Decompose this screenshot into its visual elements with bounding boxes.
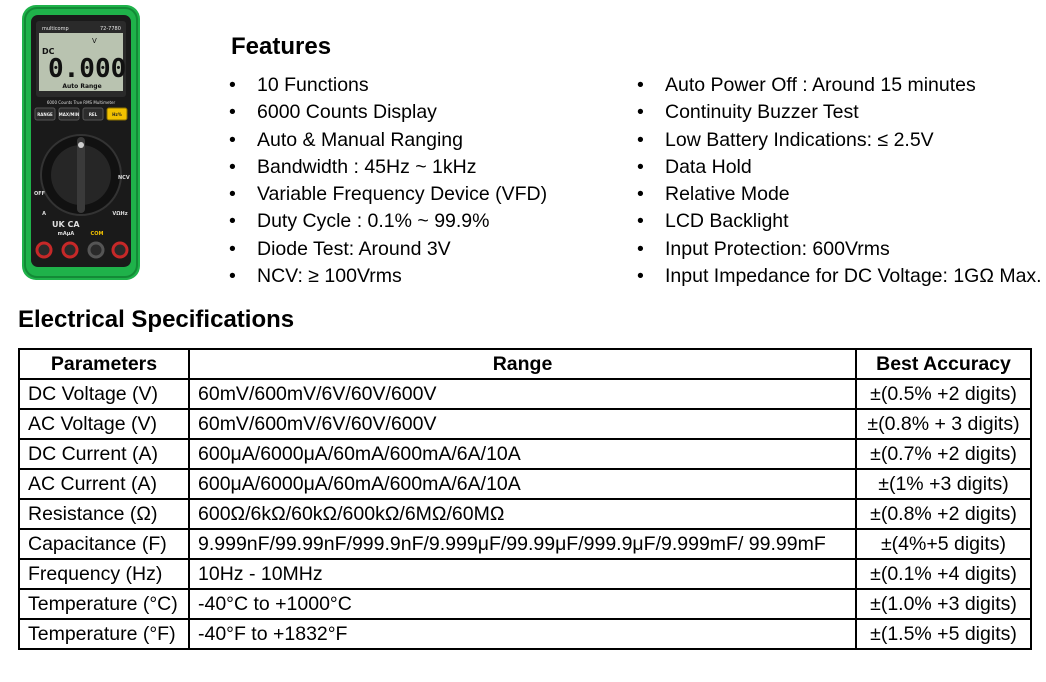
column-header-range: Range <box>189 349 856 379</box>
range-cell: 60mV/600mV/6V/60V/600V <box>189 379 856 409</box>
table-row <box>19 619 1031 649</box>
features-heading: Features <box>231 33 332 60</box>
svg-text:multicomp: multicomp <box>42 26 69 32</box>
feature-item: • Data Hold <box>637 154 1042 181</box>
meter-button-hz: Hz% <box>112 112 122 117</box>
electrical-specs-table <box>18 348 1032 650</box>
bullet-icon: • <box>229 74 236 96</box>
svg-text:VΩHz: VΩHz <box>112 211 128 217</box>
parameter-cell: Temperature (°F) <box>19 619 189 649</box>
column-header-parameters: Parameters <box>19 349 189 379</box>
electrical-specs-heading: Electrical Specifications <box>18 306 295 333</box>
bullet-icon: • <box>229 265 236 288</box>
meter-button-rel: REL <box>88 112 98 117</box>
accuracy-cell: ±(0.5% +2 digits) <box>856 379 1031 409</box>
feature-item: • Continuity Buzzer Test <box>637 99 1042 126</box>
table-row <box>19 529 1031 559</box>
feature-item: • Auto Power Off : Around 15 minutes <box>637 72 1042 99</box>
svg-text:6000 Counts True RMS Multimete: 6000 Counts True RMS Multimeter <box>46 100 116 105</box>
range-cell: 600μA/6000μA/60mA/600mA/6A/10A <box>189 439 856 469</box>
feature-item: • Bandwidth : 45Hz ~ 1kHz <box>229 154 547 181</box>
svg-text:DC: DC <box>42 47 55 56</box>
feature-item: • Input Impedance for DC Voltage: 1GΩ Max. <box>637 263 1042 290</box>
bullet-icon: • <box>637 101 644 124</box>
svg-text:Auto Range: Auto Range <box>62 83 102 90</box>
bullet-icon: • <box>229 183 236 206</box>
table-row <box>19 559 1031 589</box>
parameter-cell: Frequency (Hz) <box>19 559 189 589</box>
bullet-icon: • <box>637 155 644 178</box>
feature-item: • Input Protection: 600Vrms <box>637 236 1042 263</box>
range-cell: 60mV/600mV/6V/60V/600V <box>189 409 856 439</box>
svg-text:OFF: OFF <box>34 191 46 197</box>
bullet-icon: • <box>229 101 236 124</box>
features-list-left <box>229 72 547 290</box>
bullet-icon: • <box>229 128 236 151</box>
bullet-icon: • <box>637 128 644 151</box>
bullet-icon: • <box>229 237 236 260</box>
column-header-accuracy: Best Accuracy <box>856 349 1031 379</box>
bullet-icon: • <box>637 237 644 260</box>
meter-button-range: RANGE <box>37 112 53 117</box>
feature-item: • Duty Cycle : 0.1% ~ 99.9% <box>229 208 547 235</box>
parameter-cell: AC Voltage (V) <box>19 409 189 439</box>
feature-item: • NCV: ≥ 100Vrms <box>229 263 547 290</box>
table-row <box>19 469 1031 499</box>
accuracy-cell: ±(0.1% +4 digits) <box>856 559 1031 589</box>
svg-text:UK CA: UK CA <box>52 220 80 229</box>
table-row <box>19 589 1031 619</box>
table-row <box>19 379 1031 409</box>
feature-item: • Auto & Manual Ranging <box>229 127 547 154</box>
svg-text:mAμA: mAμA <box>57 231 75 237</box>
svg-text:V: V <box>92 37 97 45</box>
parameter-cell: AC Current (A) <box>19 469 189 499</box>
feature-item: • Diode Test: Around 3V <box>229 236 547 263</box>
feature-item: • 6000 Counts Display <box>229 99 547 126</box>
feature-item: • Relative Mode <box>637 181 1042 208</box>
range-cell: 9.999nF/99.99nF/999.9nF/9.999μF/99.99μF/999.9μF/9.999mF/ 99.99mF <box>189 529 856 559</box>
table-row <box>19 409 1031 439</box>
range-cell: 600μA/6000μA/60mA/600mA/6A/10A <box>189 469 856 499</box>
accuracy-cell: ±(1.5% +5 digits) <box>856 619 1031 649</box>
bullet-icon: • <box>229 210 236 233</box>
feature-item: • Low Battery Indications: ≤ 2.5V <box>637 127 1042 154</box>
feature-item: • Variable Frequency Device (VFD) <box>229 181 547 208</box>
feature-item: • LCD Backlight <box>637 208 1042 235</box>
accuracy-cell: ±(1% +3 digits) <box>856 469 1031 499</box>
multimeter-image <box>22 5 140 280</box>
table-row <box>19 499 1031 529</box>
parameter-cell: Resistance (Ω) <box>19 499 189 529</box>
accuracy-cell: ±(0.8% + 3 digits) <box>856 409 1031 439</box>
bullet-icon: • <box>637 183 644 206</box>
bullet-icon: • <box>637 265 644 288</box>
bullet-icon: • <box>229 155 236 178</box>
table-header-row <box>19 349 1031 379</box>
table-row <box>19 439 1031 469</box>
svg-text:A: A <box>42 211 46 217</box>
svg-text:NCV: NCV <box>118 175 130 181</box>
svg-text:COM: COM <box>90 231 104 237</box>
features-list-right <box>637 72 1042 290</box>
parameter-cell: DC Current (A) <box>19 439 189 469</box>
accuracy-cell: ±(1.0% +3 digits) <box>856 589 1031 619</box>
svg-text:72-7780: 72-7780 <box>100 26 121 32</box>
feature-item: • 10 Functions <box>229 72 547 99</box>
range-cell: 10Hz - 10MHz <box>189 559 856 589</box>
range-cell: -40°C to +1000°C <box>189 589 856 619</box>
accuracy-cell: ±(4%+5 digits) <box>856 529 1031 559</box>
accuracy-cell: ±(0.8% +2 digits) <box>856 499 1031 529</box>
parameter-cell: Capacitance (F) <box>19 529 189 559</box>
meter-button-maxmin: MAX/MIN <box>58 112 80 117</box>
bullet-icon: • <box>637 210 644 233</box>
parameter-cell: DC Voltage (V) <box>19 379 189 409</box>
bullet-icon: • <box>637 74 644 96</box>
parameter-cell: Temperature (°C) <box>19 589 189 619</box>
range-cell: 600Ω/6kΩ/60kΩ/600kΩ/6MΩ/60MΩ <box>189 499 856 529</box>
accuracy-cell: ±(0.7% +2 digits) <box>856 439 1031 469</box>
meter-display-value: 0.000 <box>48 54 127 84</box>
range-cell: -40°F to +1832°F <box>189 619 856 649</box>
